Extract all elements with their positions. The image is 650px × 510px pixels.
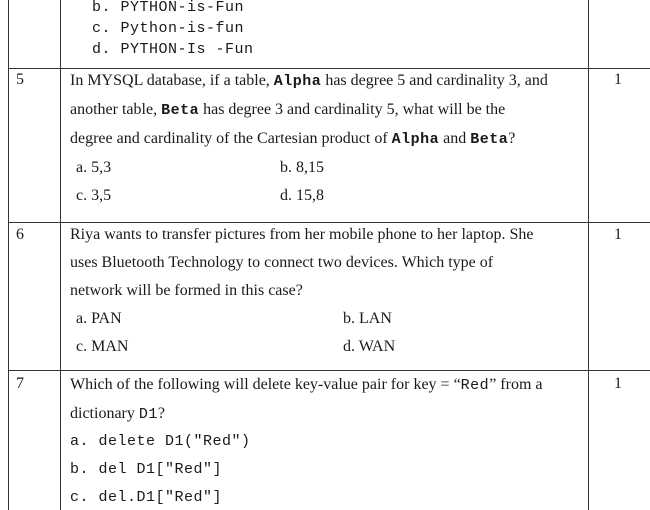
q7-option-c: c. del.D1["Red"] bbox=[70, 489, 223, 506]
key-literal: Red bbox=[460, 377, 490, 394]
table-name-beta: Beta bbox=[161, 102, 200, 119]
q5-text: another table, bbox=[70, 101, 158, 118]
column-divider-number bbox=[60, 0, 61, 510]
q6-line-1: Riya wants to transfer pictures from her mobile phone to her laptop. She bbox=[70, 226, 534, 243]
q5-number: 5 bbox=[16, 71, 24, 88]
q7-option-b: b. del D1["Red"] bbox=[70, 461, 223, 478]
dictionary-name: D1 bbox=[138, 406, 158, 423]
q7-option-a: a. delete D1("Red") bbox=[70, 433, 251, 450]
q5-line-2 bbox=[70, 100, 505, 121]
q7-text: ? bbox=[157, 405, 165, 422]
q4-option-c: c. Python-is-fun bbox=[92, 20, 245, 37]
q6-line-3: network will be formed in this case? bbox=[70, 282, 303, 299]
q6-marks: 1 bbox=[614, 226, 622, 243]
q6-option-d: d. WAN bbox=[343, 338, 396, 355]
row-divider-q6 bbox=[8, 222, 650, 223]
q5-text: has degree 3 and cardinality 5, what will be the bbox=[203, 101, 506, 118]
q4-option-b: b. PYTHON-is-Fun bbox=[92, 0, 245, 16]
q5-line-1 bbox=[70, 71, 548, 92]
q6-option-b: b. LAN bbox=[343, 310, 392, 327]
q7-line-2 bbox=[70, 404, 165, 425]
q5-option-c: c. 3,5 bbox=[76, 187, 112, 204]
q5-text: ? bbox=[508, 130, 516, 147]
q6-line-2: uses Bluetooth Technology to connect two devices. Which type of bbox=[70, 254, 494, 271]
column-divider-marks bbox=[588, 0, 589, 510]
q6-option-a: a. PAN bbox=[76, 310, 122, 327]
row-divider-q5 bbox=[8, 68, 650, 69]
q6-number: 6 bbox=[16, 226, 24, 243]
table-name-alpha: Alpha bbox=[391, 131, 440, 148]
q5-option-d: d. 15,8 bbox=[280, 187, 324, 204]
q4-option-d: d. PYTHON-Is -Fun bbox=[92, 41, 254, 58]
q5-line-3 bbox=[70, 129, 515, 150]
q7-number: 7 bbox=[16, 375, 24, 392]
q5-option-a: a. 5,3 bbox=[76, 159, 112, 176]
row-divider-q7 bbox=[8, 370, 650, 371]
q5-text: degree and cardinality of the Cartesian product of bbox=[70, 130, 388, 147]
table-name-beta: Beta bbox=[470, 131, 509, 148]
q5-text: In MYSQL database, if a table, bbox=[70, 72, 270, 89]
table-left-border bbox=[8, 0, 9, 510]
q5-option-b: b. 8,15 bbox=[280, 159, 324, 176]
table-name-alpha: Alpha bbox=[273, 73, 322, 90]
q7-line-1 bbox=[70, 375, 543, 396]
q7-text: Which of the following will delete key-value pair for key = “ bbox=[70, 376, 461, 393]
q5-text: and bbox=[443, 130, 467, 147]
q5-text: has degree 5 and cardinality 3, and bbox=[325, 72, 548, 89]
q7-text: ” from a bbox=[489, 376, 543, 393]
q7-text: dictionary bbox=[70, 405, 135, 422]
q6-option-c: c. MAN bbox=[76, 338, 129, 355]
q7-marks: 1 bbox=[614, 375, 622, 392]
q5-marks: 1 bbox=[614, 71, 622, 88]
